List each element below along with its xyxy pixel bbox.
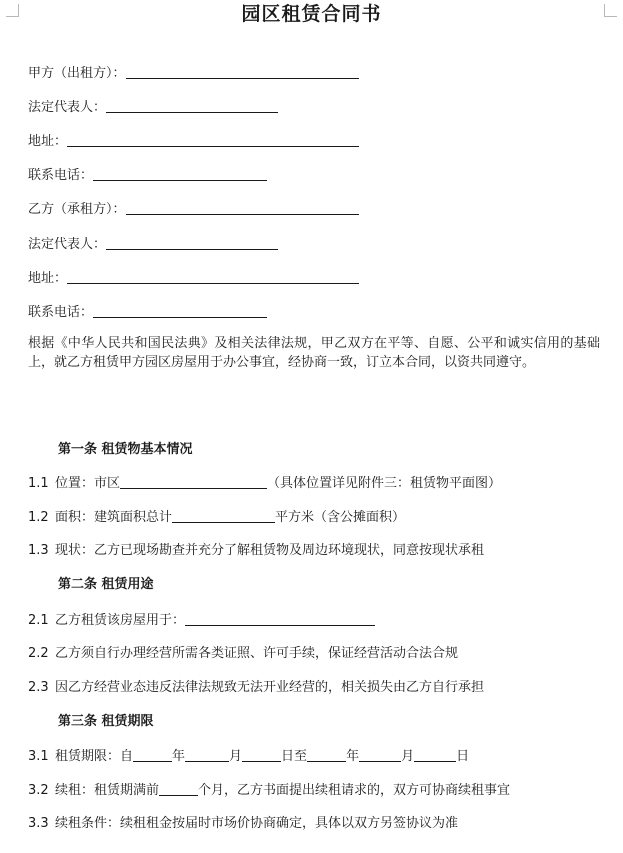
clause-text: 续租：租赁期满前 [55, 783, 160, 798]
party-a-representative-line [28, 98, 278, 117]
party-b-line [28, 200, 359, 219]
party-a-phone-label: 联系电话： [28, 168, 94, 183]
preamble-paragraph: 根据《中华人民共和国民法典》及相关法律法规，甲乙双方在平等、自愿、公平和诚实信用的基础上，就乙方租赁甲方园区房屋用于办公事宜，经协商一致，订立本合同，以资共同遵守。 [28, 336, 600, 370]
party-b-blank[interactable] [126, 200, 359, 215]
clause-1-2 [28, 508, 405, 527]
renewal-months-blank[interactable] [159, 781, 198, 796]
clause-number: 3.1 [28, 749, 49, 764]
article-2-heading: 第二条 租赁用途 [58, 577, 154, 592]
party-b-address-label: 地址： [28, 271, 68, 286]
party-a-address-line [28, 132, 359, 151]
party-a-blank[interactable] [126, 64, 359, 79]
clause-3-2 [28, 781, 510, 800]
clause-1-3 [28, 542, 484, 560]
clause-number: 3.2 [28, 783, 49, 798]
location-blank[interactable] [120, 474, 267, 489]
day-label: 日 [456, 749, 470, 764]
party-a-representative-blank[interactable] [106, 98, 278, 113]
clause-text: 位置：市区 [55, 476, 121, 491]
party-a-address-blank[interactable] [67, 132, 359, 147]
clause-text: 因乙方经营业态违反法律法规致无法开业经营的，相关损失由乙方自行承担 [55, 680, 485, 695]
clause-text: 面积：建筑面积总计 [55, 510, 173, 525]
clause-number: 3.3 [28, 816, 49, 831]
party-a-label: 甲方（出租方）： [28, 66, 126, 81]
clause-3-3 [28, 815, 458, 833]
clause-text: 乙方租赁该房屋用于： [55, 613, 186, 628]
clause-2-1 [28, 611, 375, 630]
article-1-heading: 第一条 租赁物基本情况 [58, 442, 193, 457]
clause-number: 2.1 [28, 613, 49, 628]
start-day-blank[interactable] [242, 747, 281, 762]
end-month-blank[interactable] [359, 747, 401, 762]
party-a-line [28, 64, 359, 83]
clause-number: 1.3 [28, 543, 49, 558]
clause-number: 1.2 [28, 510, 49, 525]
article-3-heading: 第三条 租赁期限 [58, 714, 154, 729]
party-b-phone-line [28, 303, 267, 322]
clause-3-1 [28, 747, 469, 766]
usage-blank[interactable] [185, 611, 375, 626]
clause-2-2 [28, 645, 458, 663]
clause-text: 租赁期限：自 [55, 749, 134, 764]
month-label: 月 [229, 749, 243, 764]
clause-text-after: （具体位置详见附件三：租赁物平面图） [267, 476, 502, 491]
clause-text-after: 平方米（含公摊面积） [275, 510, 406, 525]
until-label: 日至 [281, 749, 308, 764]
party-b-representative-line [28, 235, 278, 254]
party-b-address-blank[interactable] [67, 269, 359, 284]
party-a-address-label: 地址： [28, 134, 68, 149]
clause-text: 续租条件：续租租金按届时市场价协商确定，具体以双方另签协议为准 [55, 816, 459, 831]
year-label: 年 [172, 749, 186, 764]
party-b-representative-label: 法定代表人： [28, 237, 107, 252]
clause-2-3 [28, 679, 484, 697]
clause-text: 乙方须自行办理经营所需各类证照、许可手续，保证经营活动合法合规 [55, 646, 459, 661]
start-year-blank[interactable] [133, 747, 172, 762]
clause-text: 现状：乙方已现场勘查并充分了解租赁物及周边环境现状，同意按现状承租 [55, 543, 485, 558]
document-title: 园区租赁合同书 [241, 3, 382, 25]
clause-number: 2.3 [28, 680, 49, 695]
end-year-blank[interactable] [307, 747, 346, 762]
party-b-phone-blank[interactable] [93, 303, 267, 318]
party-a-phone-blank[interactable] [93, 166, 267, 181]
clause-1-1 [28, 474, 501, 493]
party-b-address-line [28, 269, 359, 288]
clause-text-after: 个月，乙方书面提出续租请求的，双方可协商续租事宜 [198, 783, 511, 798]
year-label: 年 [346, 749, 360, 764]
end-day-blank[interactable] [414, 747, 456, 762]
clause-number: 1.1 [28, 476, 49, 491]
area-blank[interactable] [172, 508, 275, 523]
party-b-label: 乙方（承租方）： [28, 202, 126, 217]
clause-number: 2.2 [28, 646, 49, 661]
party-b-representative-blank[interactable] [106, 235, 278, 250]
party-b-phone-label: 联系电话： [28, 305, 94, 320]
month-label: 月 [401, 749, 415, 764]
start-month-blank[interactable] [185, 747, 229, 762]
party-a-phone-line [28, 166, 267, 185]
party-a-representative-label: 法定代表人： [28, 100, 107, 115]
